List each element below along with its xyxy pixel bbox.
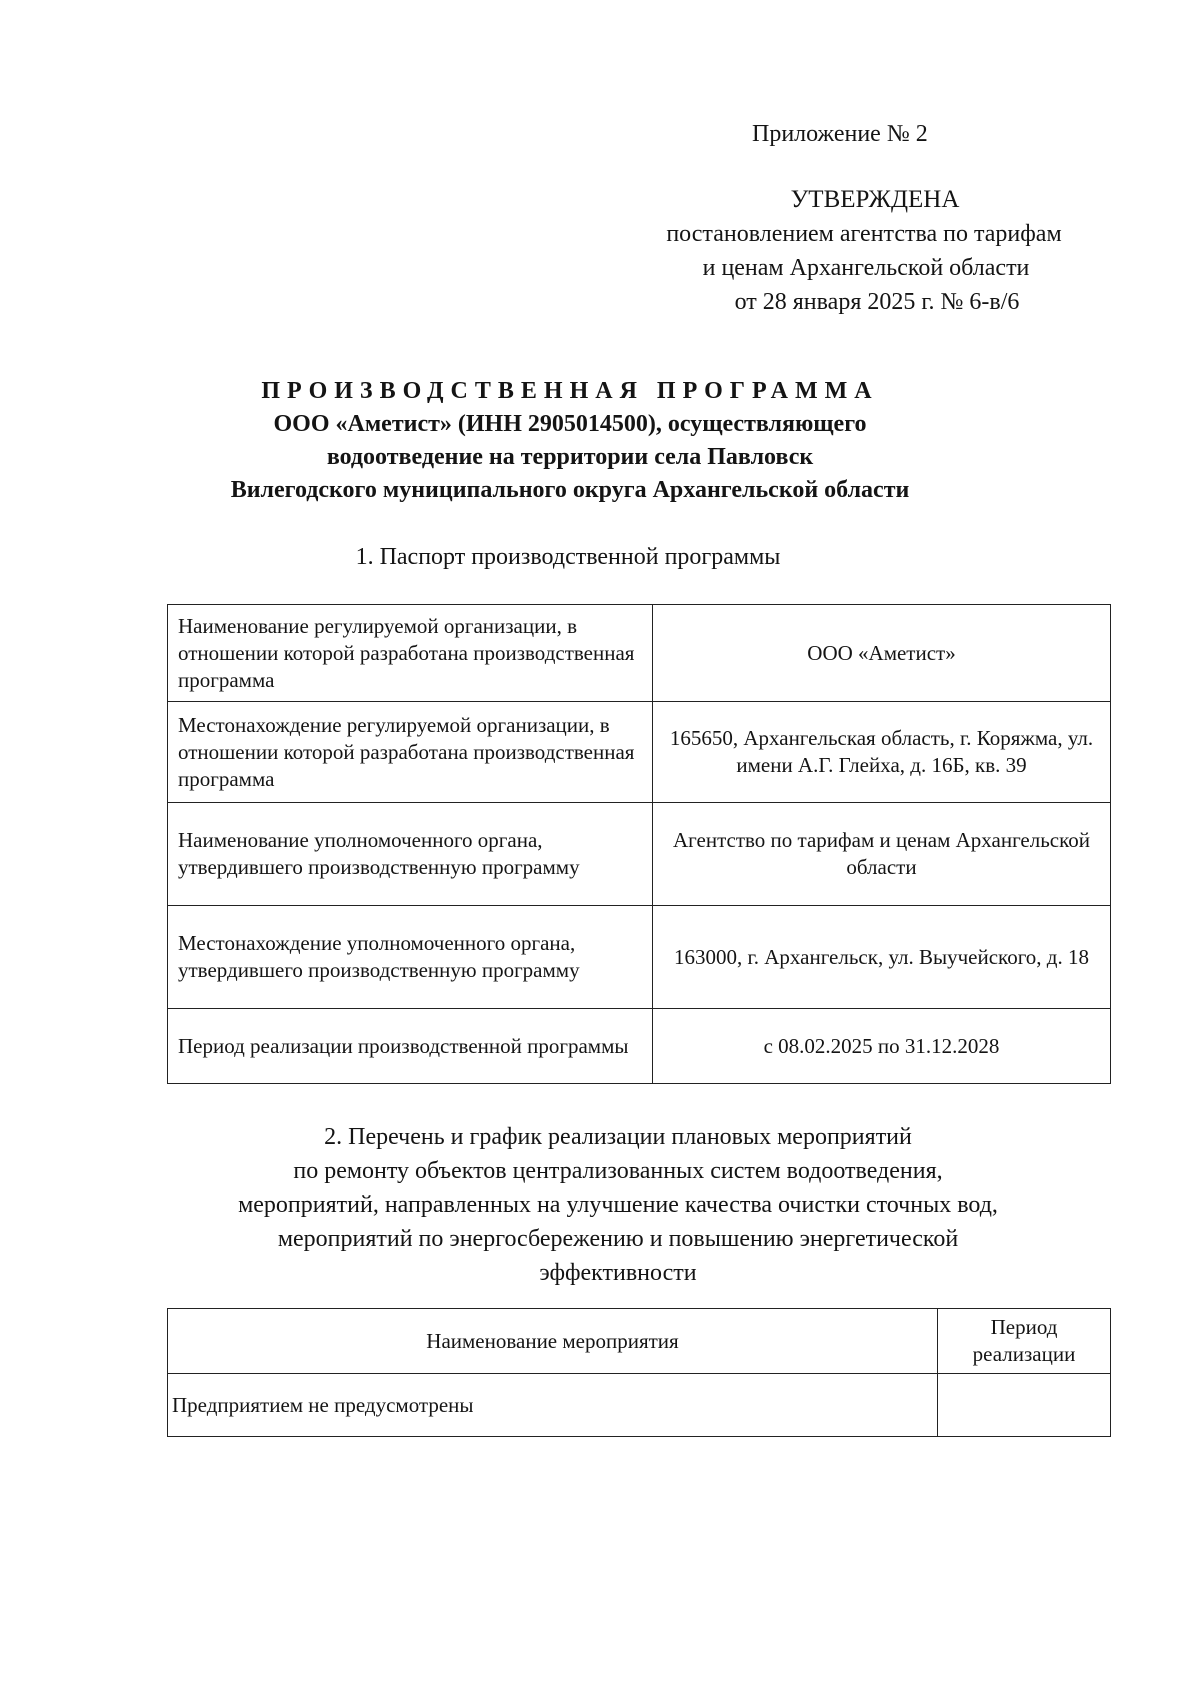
document-title (200, 375, 940, 507)
heading-line: эффективности (539, 1260, 697, 1286)
row-label: Местонахождение регулируемой организации, в отношении которой разработана производственная программа (168, 702, 653, 803)
row-label: Наименование регулируемой организации, в отношении которой разработана производственная программа (168, 605, 653, 702)
table-row (168, 1009, 1111, 1084)
section1-heading: 1. Паспорт производственной программы (355, 544, 781, 570)
row-value: 163000, г. Архангельск, ул. Выучейского, д. 18 (653, 906, 1111, 1009)
row-value: ООО «Аметист» (653, 605, 1111, 702)
approval-stamp (620, 183, 1110, 319)
heading-line: мероприятий по энергосбережению и повышению энергетической (277, 1226, 959, 1252)
column-header-period: Период реализации (938, 1309, 1111, 1374)
title-line: водоотведение на территории села Павловск (326, 444, 814, 470)
heading-line: 2. Перечень и график реализации плановых мероприятий (324, 1124, 912, 1150)
heading-line: по ремонту объектов централизованных систем водоотведения, (293, 1158, 943, 1184)
table-row (168, 1374, 1111, 1437)
table-header-row (168, 1309, 1111, 1374)
approved-by-line: постановлением агентства по тарифам (666, 221, 1062, 247)
table-row (168, 803, 1111, 906)
title-line: ООО «Аметист» (ИНН 2905014500), осуществляющего (273, 411, 867, 437)
approved-by-line: и ценам Архангельской области (702, 255, 1030, 281)
passport-table (167, 604, 1111, 1084)
table-row (168, 906, 1111, 1009)
heading-line: мероприятий, направленных на улучшение качества очистки сточных вод, (238, 1192, 998, 1218)
title-line: ПРОИЗВОДСТВЕННАЯ ПРОГРАММА (261, 378, 879, 404)
row-value: Агентство по тарифам и ценам Архангельской области (653, 803, 1111, 906)
appendix-label: Приложение № 2 (752, 121, 928, 147)
approved-heading: УТВЕРЖДЕНА (790, 186, 960, 213)
row-value: с 08.02.2025 по 31.12.2028 (653, 1009, 1111, 1084)
row-label: Местонахождение уполномоченного органа, утвердившего производственную программу (168, 906, 653, 1009)
events-table (167, 1308, 1111, 1437)
title-line: Вилегодского муниципального округа Архангельской области (230, 477, 910, 503)
table-row (168, 605, 1111, 702)
row-label: Наименование уполномоченного органа, утвердившего производственную программу (168, 803, 653, 906)
section2-heading (158, 1120, 1078, 1290)
row-value: 165650, Архангельская область, г. Коряжма, ул. имени А.Г. Глейха, д. 16Б, кв. 39 (653, 702, 1111, 803)
table-row (168, 702, 1111, 803)
column-header-name: Наименование мероприятия (168, 1309, 938, 1374)
event-period-cell (938, 1374, 1111, 1437)
event-name-cell: Предприятием не предусмотрены (168, 1374, 938, 1437)
approved-date-line: от 28 января 2025 г. № 6-в/6 (734, 289, 1020, 315)
row-label: Период реализации производственной программы (168, 1009, 653, 1084)
